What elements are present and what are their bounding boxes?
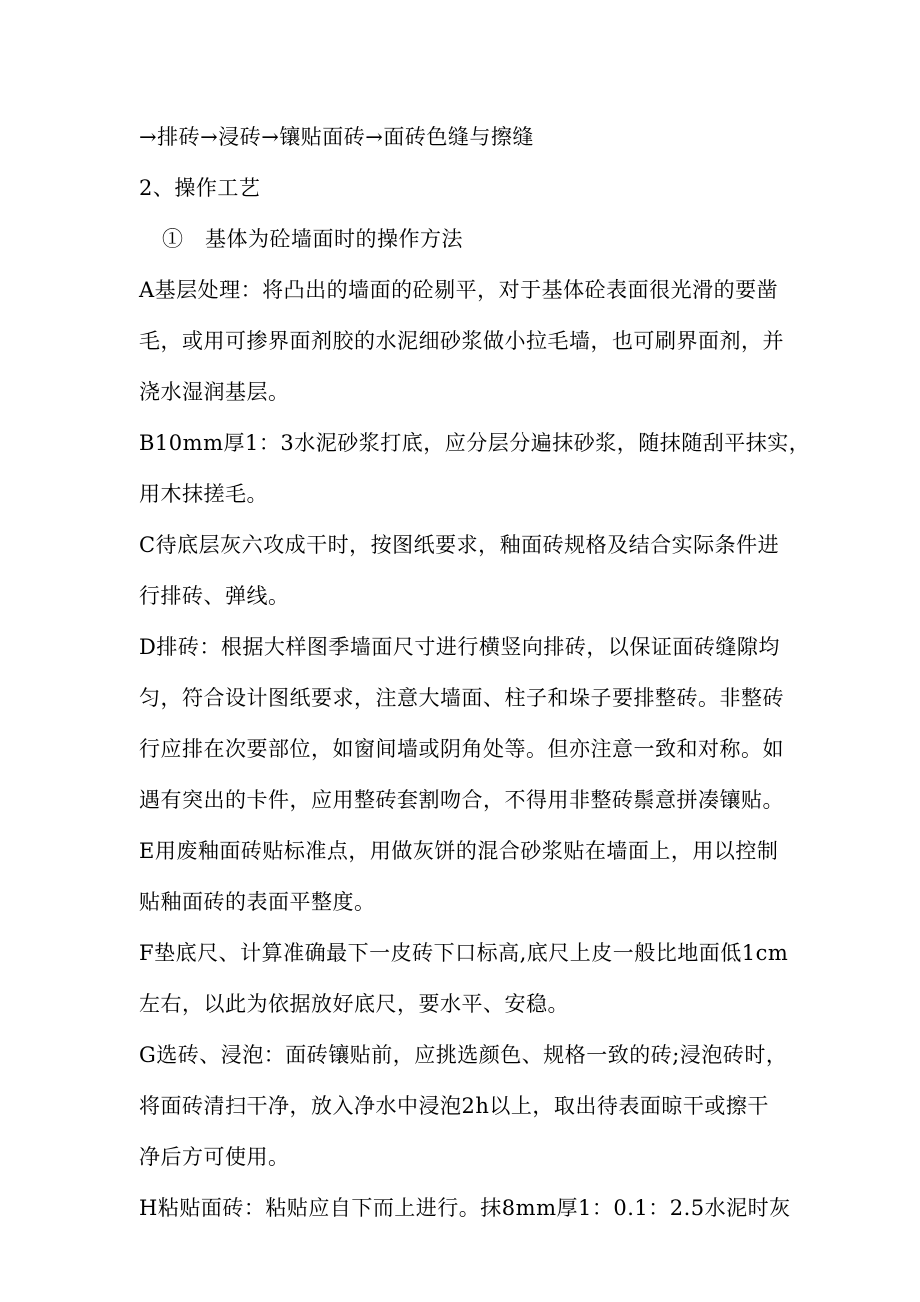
text-line-d-4: 遇有突出的卡件，应用整砖套割吻合，不得用非整砖鬃意拼凑镶贴。 xyxy=(139,788,784,812)
text-line-d-2: 匀，符合设计图纸要求，注意大墙面、柱子和垛子要排整砖。非整砖 xyxy=(139,686,784,710)
text-line-g-3: 净后方可使用。 xyxy=(139,1145,290,1169)
text-line-c-2: 行排砖、弹线。 xyxy=(139,584,290,608)
text-line-e-2: 贴釉面砖的表面平整度。 xyxy=(139,890,376,914)
text-line-g-1: G选砖、浸泡：面砖镶贴前，应挑选颜色、规格一致的砖;浸泡砖时， xyxy=(139,1043,788,1067)
text-line-a-1: A基层处理：将凸出的墙面的砼剔平，对于基体砼表面很光滑的要凿 xyxy=(139,278,779,302)
section-heading-operation-process: 2、操作工艺 xyxy=(139,176,261,200)
text-line-d-1: D排砖：根据大样图季墙面尺寸进行横竖向排砖，以保证面砖缝隙均 xyxy=(139,635,780,659)
text-line-d-3: 行应排在次要部位，如窗间墙或阴角处等。但亦注意一致和对称。如 xyxy=(139,737,784,761)
text-line-g-2: 将面砖清扫干净，放入净水中浸泡2h以上，取出待表面晾干或擦干 xyxy=(139,1094,769,1118)
text-line-b-1: B10mm厚1：3水泥砂浆打底，应分层分遍抹砂浆，随抹随刮平抹实， xyxy=(139,431,811,455)
text-line-c-1: C待底层灰六攻成干时，按图纸要求，釉面砖规格及结合实际条件进 xyxy=(139,533,780,557)
text-line-e-1: E用废釉面砖贴标准点，用做灰饼的混合砂浆贴在墙面上，用以控制 xyxy=(139,839,779,863)
text-line-process-flow: →排砖→浸砖→镶贴面砖→面砖色缝与擦缝 xyxy=(139,125,534,149)
text-line-b-2: 用木抹搓毛。 xyxy=(139,482,268,506)
text-line-f-1: F垫底尺、计算准确最下一皮砖下口标高,底尺上皮一般比地面低1cm xyxy=(139,941,789,965)
text-line-a-2: 毛，或用可掺界面剂胶的水泥细砂浆做小拉毛墙，也可刷界面剂，并 xyxy=(139,329,784,353)
subsection-heading-concrete-wall: ① 基体为砼墙面时的操作方法 xyxy=(162,227,463,251)
text-line-f-2: 左右，以此为依据放好底尺，要水平、安稳。 xyxy=(139,992,569,1016)
text-line-h-1: H粘贴面砖：粘贴应自下而上进行。抹8mm厚1：0.1：2.5水泥时灰 xyxy=(139,1196,791,1220)
text-line-a-3: 浇水湿润基层。 xyxy=(139,380,290,404)
